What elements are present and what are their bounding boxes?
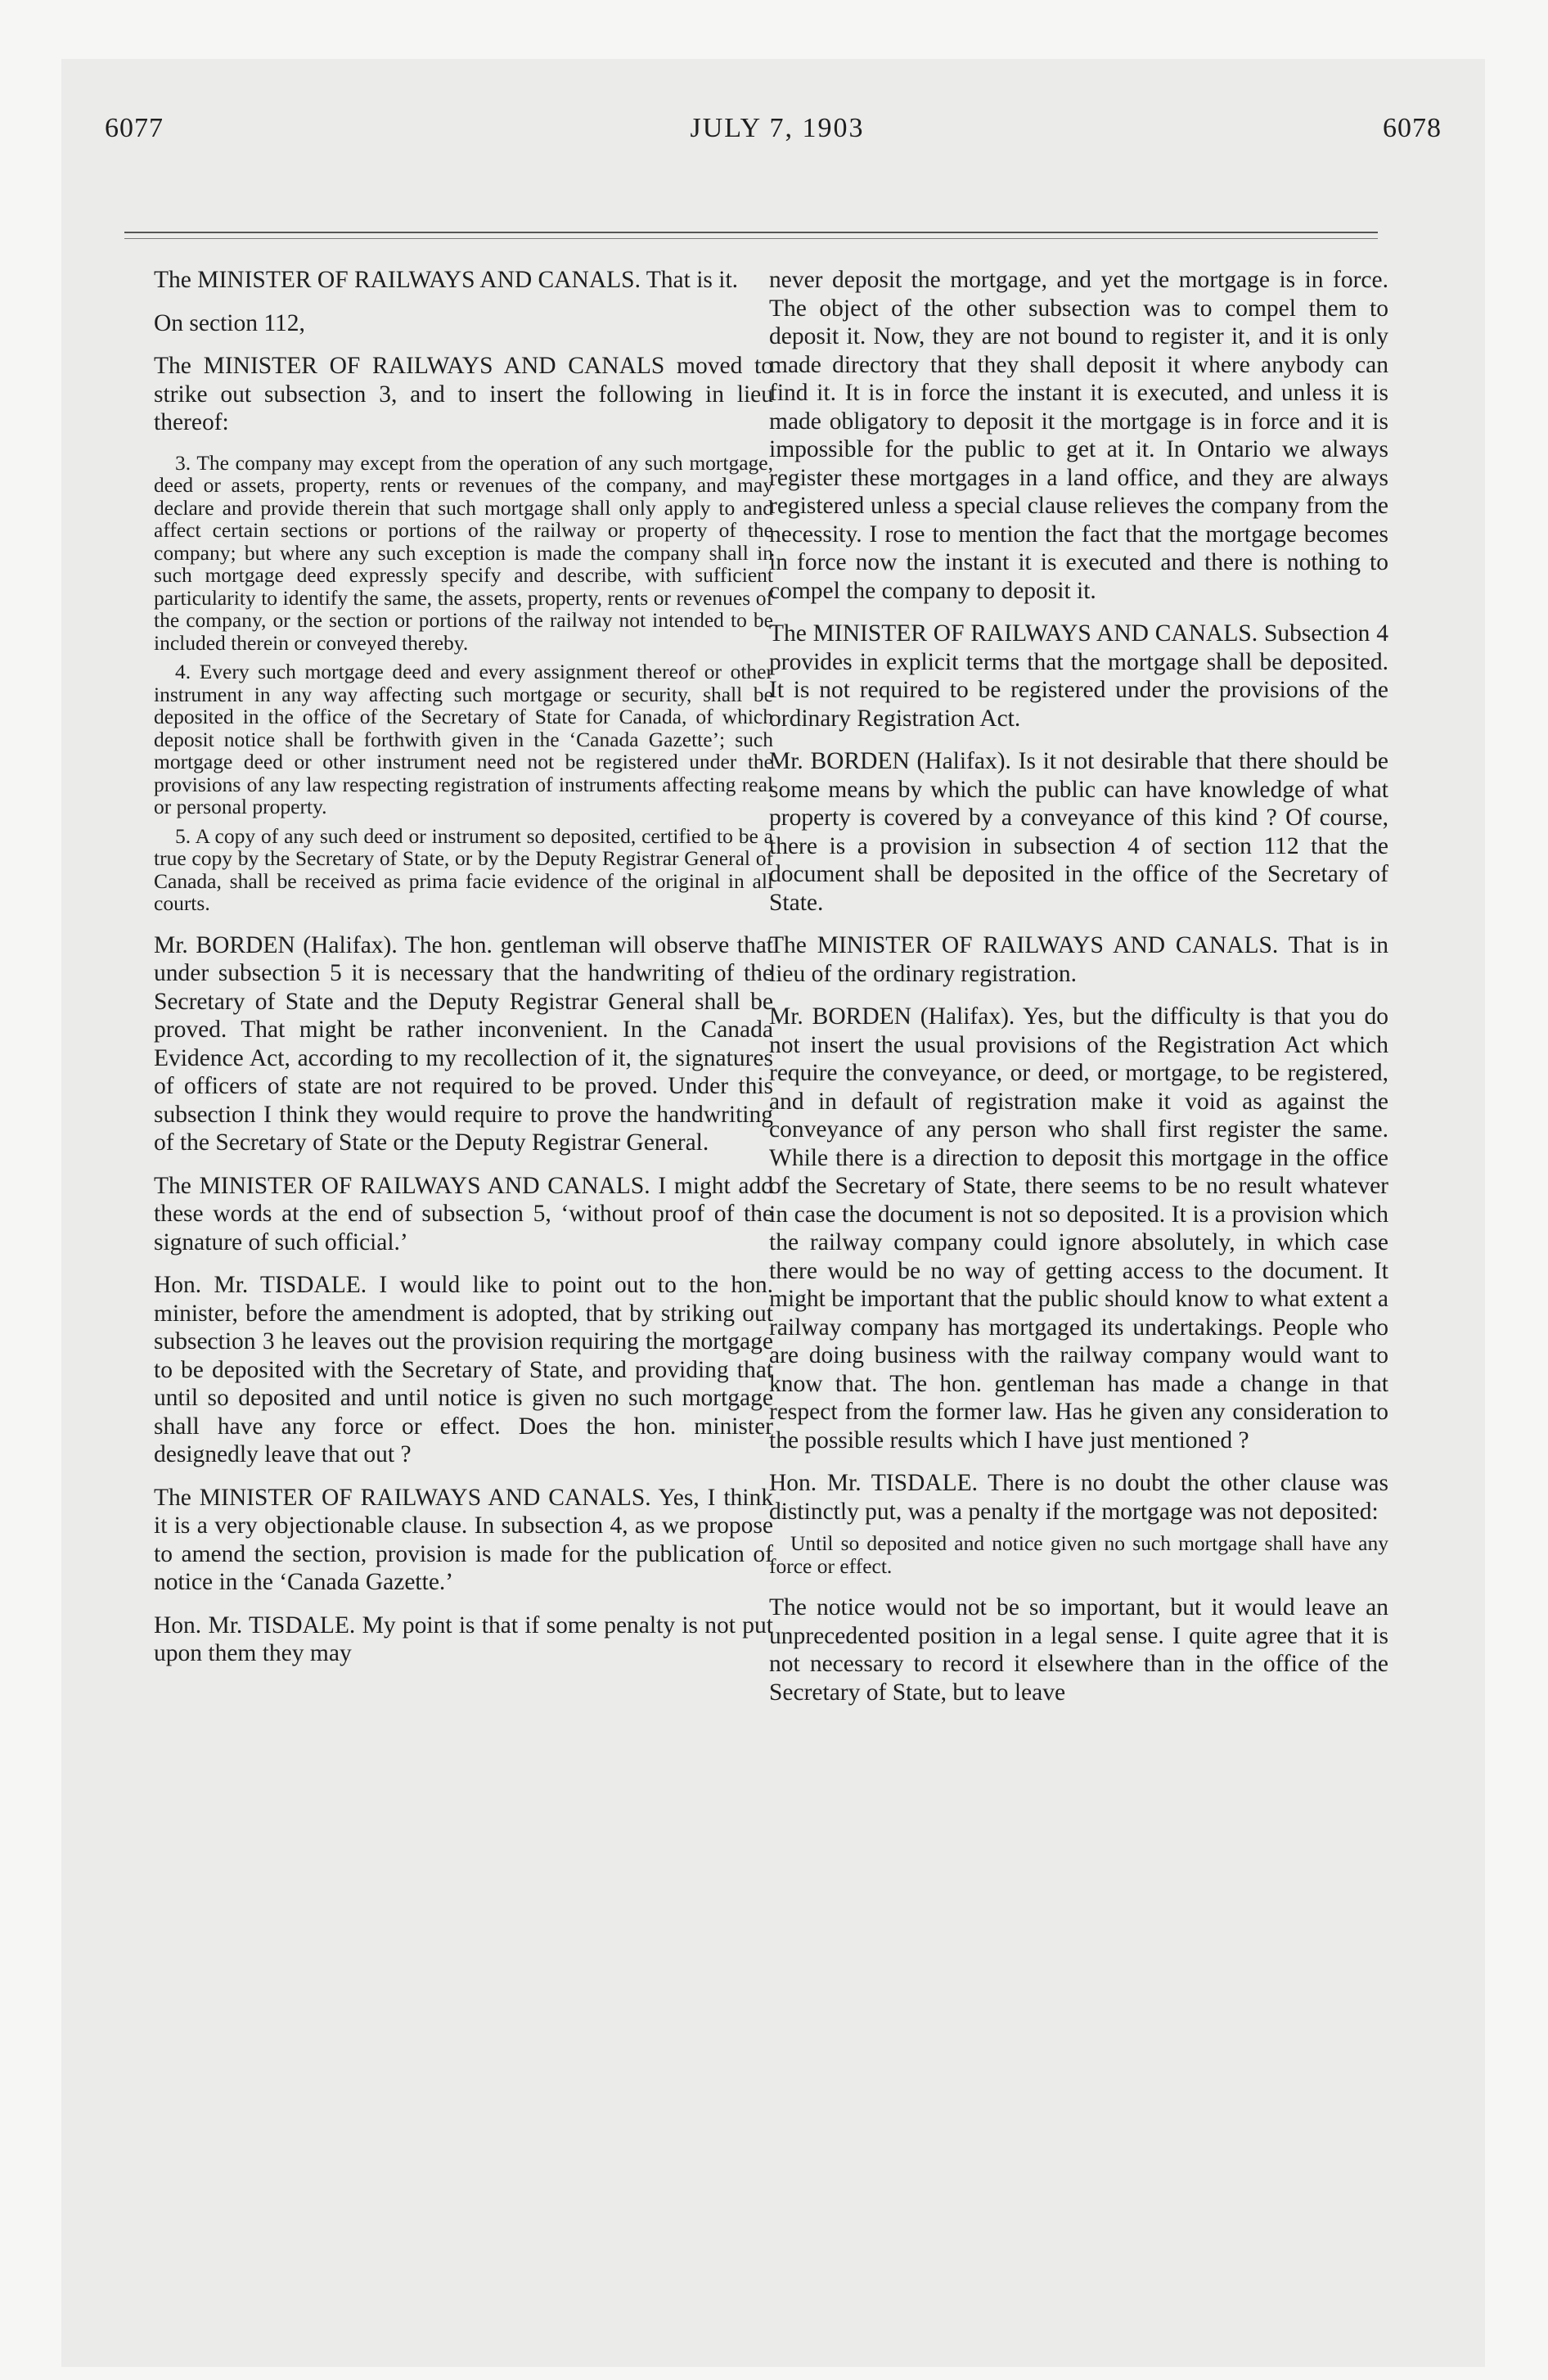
session-date: JULY 7, 1903 [690, 113, 865, 143]
speech-paragraph: The MINISTER OF RAILWAYS AND CANALS. I might add these words at the end of subsection 5, ‘without proof of the signature of such official.’ [154, 1172, 773, 1255]
speech-paragraph: Hon. Mr. TISDALE. My point is that if some penalty is not put upon them they may [154, 1611, 773, 1666]
statute-text: Until so deposited and notice given no such mortgage shall have any force or effect. [769, 1531, 1388, 1578]
speech-paragraph: Hon. Mr. TISDALE. There is no doubt the other clause was distinctly put, was a penalty if the mortgage was not deposited: [769, 1470, 1388, 1525]
right-column [769, 266, 1388, 1721]
right-page-number: 6078 [1383, 113, 1442, 143]
left-page-number: 6077 [105, 113, 164, 143]
speech-paragraph: Mr. BORDEN (Halifax). The hon. gentleman will observe that under subsection 5 it is necessary that the handwriting of the Secretary of State and the Deputy Registrar General shall be proved. That might be rather inconvenient. In the Canada Evidence Act, according to my recollection of it, the signatures of officers of state are not required to be proved. Under this subsection I think they would require to prove the handwriting of the Secretary of State or the Deputy Registrar General. [154, 931, 773, 1156]
speech-paragraph: The MINISTER OF RAILWAYS AND CANALS. That is in lieu of the ordinary registration. [769, 932, 1388, 987]
speech-paragraph: Mr. BORDEN (Halifax). Is it not desirable that there should be some means by which the public can have knowledge of what property is covered by a conveyance of this kind ? Of course, there is a provision in subsection 4 of section 112 that the document shall be deposited in the office of the Secretary of State. [769, 748, 1388, 916]
left-column [154, 266, 773, 1683]
statute-text: 5. A copy of any such deed or instrument so deposited, certified to be a true copy by the Secretary of State, or by the Deputy Registrar General of Canada, shall be received as prima facie evidence of the original in all courts. [154, 823, 773, 915]
speech-paragraph: The MINISTER OF RAILWAYS AND CANALS. Yes, I think it is a very objectionable clause. In subsection 4, as we propose to amend the section, provision is made for the publication of notice in the ‘Canada Gazette.’ [154, 1484, 773, 1595]
statute-text: 4. Every such mortgage deed and every assignment thereof or other instrument in any way affecting such mortgage or security, shall be deposited in the office of the Secretary of State for Canada, of which deposit notice shall be forthwith given in the ‘Canada Gazette’; such mortgage deed or other instrument need not be registered under the provisions of any law respecting registration of instruments affecting real or personal property. [154, 660, 773, 818]
speech-paragraph: The MINISTER OF RAILWAYS AND CANALS moved to strike out subsection 3, and to insert the following in lieu thereof: [154, 353, 773, 435]
speech-paragraph: The notice would not be so important, but it would leave an unprecedented position in a legal sense. I quite agree that it is not necessary to record it elsewhere than in the office of the Secretary of State, but to leave [769, 1594, 1388, 1706]
speech-paragraph: The MINISTER OF RAILWAYS AND CANALS. Subsection 4 provides in explicit terms that the mortgage shall be deposited. It is not required to be registered under the provisions of the ordinary Registration Act. [769, 620, 1388, 732]
header-rule [124, 232, 1378, 233]
speech-paragraph: Hon. Mr. TISDALE. I would like to point out to the hon. minister, before the amendment is adopted, that by striking out subsection 3 he leaves out the provision requiring the mortgage to be deposited with the Secretary of State, and providing that until so deposited and until notice is given no such mortgage shall have any force or effect. Does the hon. minister designedly leave that out ? [154, 1272, 773, 1467]
speech-paragraph: Mr. BORDEN (Halifax). Yes, but the difficulty is that you do not insert the usual provisions of the Registration Act which require the conveyance, or deed, or mortgage, to be registered, and in default of registration make it void as against the conveyance of any person who shall first register the same. While there is a direction to deposit this mortgage in the office of the Secretary of State, there seems to be no result whatever in case the document is not so deposited. It is a provision which the railway company could ignore absolutely, in which case there would be no way of getting access to the document. It might be important that the public should know to what extent a railway company has mortgaged its undertakings. People who are doing business with the railway company would want to know that. The hon. gentleman has made a change in that respect from the former law. Has he given any consideration to the possible results which I have just mentioned ? [769, 1003, 1388, 1454]
speech-paragraph: never deposit the mortgage, and yet the mortgage is in force. The object of the other subsection was to compel them to deposit it. Now, they are not bound to register it, and it is only made directory that they shall deposit it where anybody can find it. It is in force the instant it is executed, and unless it is made obligatory to deposit it the mortgage is in force and it is impossible for the public to get at it. In Ontario we always register these mortgages in a land office, and they are always registered unless a special clause relieves the company from the necessity. I rose to mention the fact that the mortgage becomes in force now the instant it is executed and there is nothing to compel the company to deposit it. [769, 267, 1388, 604]
speech-paragraph: The MINISTER OF RAILWAYS AND CANALS. That is it. [154, 267, 739, 293]
header-rule-secondary [124, 238, 1378, 239]
speech-paragraph: On section 112, [154, 309, 305, 336]
statute-text: 3. The company may except from the operation of any such mortgage, deed or assets, property, rents or revenues of the company, and may declare and provide therein that such mortgage shall only apply to and affect certain sections or portions of the railway or property of the company; but where any such exception is made the company shall in such mortgage deed expressly specify and describe, with sufficient particularity to identify the same, the assets, property, rents or revenues of the company, or the section or portions of the railway not intended to be included therein or conveyed thereby. [154, 450, 773, 655]
page-header [0, 113, 1548, 162]
